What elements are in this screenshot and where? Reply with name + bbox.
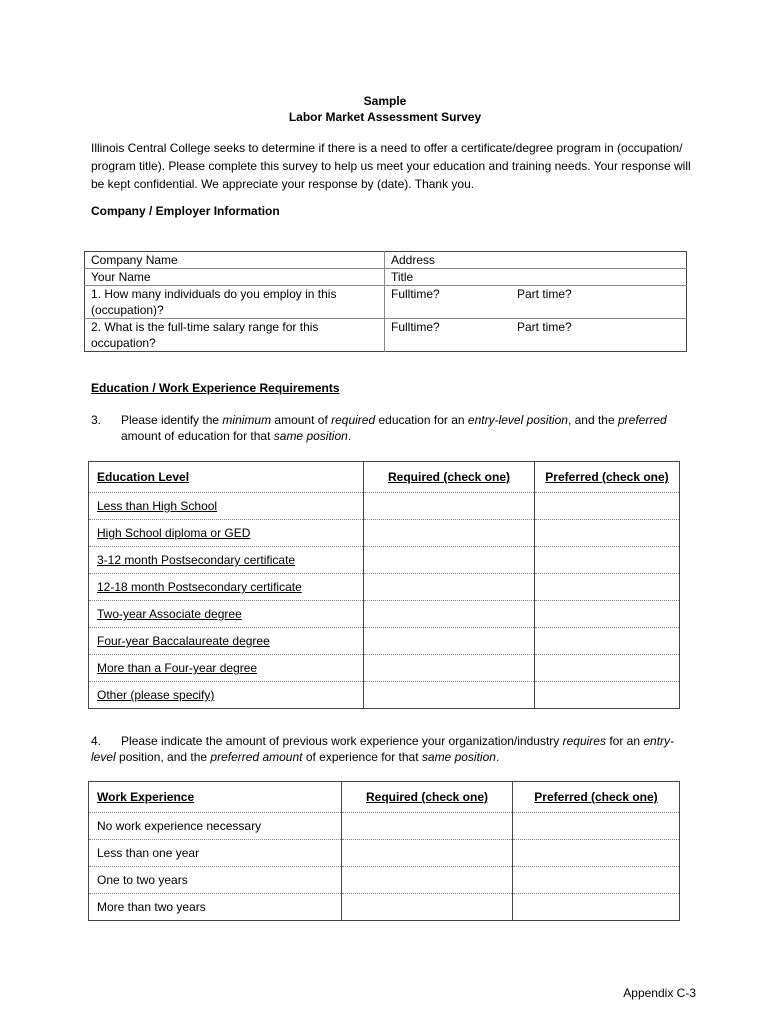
address-field[interactable]: Address	[391, 253, 436, 267]
table-row	[89, 547, 680, 574]
preferred-checkbox-cell[interactable]	[535, 628, 680, 655]
edu-col-required: Required (check one)	[364, 462, 535, 493]
edu-col-preferred: Preferred (check one)	[545, 470, 669, 484]
company-name-field[interactable]: Company Name	[85, 252, 385, 269]
table-row	[89, 894, 680, 921]
edu-level-label: Less than High School	[89, 493, 364, 520]
table-row	[89, 840, 680, 867]
edu-level-label: Four-year Baccalaureate degree	[89, 628, 364, 655]
table-row	[89, 493, 680, 520]
edu-col-level: Education Level	[89, 462, 364, 493]
edu-level-label: More than a Four-year degree	[89, 655, 364, 682]
your-name-field[interactable]: Your Name	[85, 269, 385, 286]
address-extra	[511, 252, 687, 269]
appendix-label: Appendix C-3	[623, 986, 696, 1000]
preferred-checkbox-cell[interactable]	[535, 547, 680, 574]
required-checkbox-cell[interactable]	[364, 628, 535, 655]
edu-level-label: Two-year Associate degree	[89, 601, 364, 628]
table-row	[89, 574, 680, 601]
required-checkbox-cell[interactable]	[364, 520, 535, 547]
employ-fulltime-field[interactable]: Fulltime?	[385, 286, 512, 319]
salary-fulltime-field[interactable]: Fulltime?	[385, 319, 512, 352]
table-row	[89, 601, 680, 628]
required-checkbox-cell[interactable]	[342, 840, 513, 867]
employ-parttime-field[interactable]: Part time?	[511, 286, 687, 319]
table-row	[85, 269, 687, 286]
required-checkbox-cell[interactable]	[364, 547, 535, 574]
edu-level-label: 12-18 month Postsecondary certificate	[89, 574, 364, 601]
title-sample: Sample	[363, 94, 407, 108]
required-checkbox-cell[interactable]	[342, 894, 513, 921]
work-col-preferred: Preferred (check one)	[534, 790, 658, 804]
preferred-checkbox-cell[interactable]	[535, 574, 680, 601]
salary-parttime-field[interactable]: Part time?	[511, 319, 687, 352]
edu-level-label: 3-12 month Postsecondary certificate	[89, 547, 364, 574]
work-experience-table	[88, 781, 680, 921]
work-exp-label: More than two years	[89, 894, 342, 921]
question-3-number: 3.	[91, 413, 102, 427]
preferred-checkbox-cell[interactable]	[535, 520, 680, 547]
work-col-required: Required (check one)	[342, 782, 513, 813]
table-row	[85, 319, 687, 352]
preferred-checkbox-cell[interactable]	[513, 867, 680, 894]
preferred-checkbox-cell[interactable]	[535, 655, 680, 682]
salary-range-question: 2. What is the full-time salary range for this occupation?	[85, 319, 385, 352]
employ-count-question: 1. How many individuals do you employ in this (occupation)?	[85, 286, 385, 319]
work-col-experience: Work Experience	[89, 782, 342, 813]
company-info-table	[84, 251, 687, 352]
required-checkbox-cell[interactable]	[364, 682, 535, 709]
required-checkbox-cell[interactable]	[342, 867, 513, 894]
table-row	[89, 655, 680, 682]
preferred-checkbox-cell[interactable]	[535, 682, 680, 709]
intro-paragraph: Illinois Central College seeks to determine if there is a need to offer a certificate/degree program in (occupation/ program title). Please complete this survey to help us meet your education and training needs. Your response will be kept confidential. We appreciate your response by (date). Thank you.	[91, 141, 691, 191]
preferred-checkbox-cell[interactable]	[513, 894, 680, 921]
preferred-checkbox-cell[interactable]	[535, 601, 680, 628]
table-row	[89, 682, 680, 709]
required-checkbox-cell[interactable]	[364, 601, 535, 628]
table-row	[89, 628, 680, 655]
table-header-row	[89, 782, 680, 813]
preferred-checkbox-cell[interactable]	[513, 813, 680, 840]
education-table	[88, 461, 680, 709]
company-heading: Company / Employer Information	[91, 204, 280, 218]
edu-level-label: Other (please specify)	[89, 682, 364, 709]
edu-heading: Education / Work Experience Requirements	[91, 381, 340, 395]
work-exp-label: No work experience necessary	[89, 813, 342, 840]
preferred-checkbox-cell[interactable]	[535, 493, 680, 520]
table-row	[89, 867, 680, 894]
table-row	[89, 520, 680, 547]
work-exp-label: One to two years	[89, 867, 342, 894]
table-row	[89, 813, 680, 840]
title-extra	[511, 269, 687, 286]
edu-level-label: High School diploma or GED	[89, 520, 364, 547]
table-row	[85, 252, 687, 269]
required-checkbox-cell[interactable]	[364, 574, 535, 601]
table-header-row	[89, 462, 680, 493]
question-4: 4. Please indicate the amount of previous work experience your organization/industry requires for an entry-level position, and the preferred amount of experience for that same position.	[91, 734, 675, 764]
question-4-number: 4.	[91, 734, 102, 748]
question-3-text: Please identify the minimum amount of required education for an entry-level position, and the preferred amount of education for that same position.	[121, 413, 667, 443]
preferred-checkbox-cell[interactable]	[513, 840, 680, 867]
required-checkbox-cell[interactable]	[342, 813, 513, 840]
work-exp-label: Less than one year	[89, 840, 342, 867]
table-row	[85, 286, 687, 319]
title-field[interactable]: Title	[385, 269, 512, 286]
title-survey: Labor Market Assessment Survey	[288, 110, 482, 124]
required-checkbox-cell[interactable]	[364, 655, 535, 682]
required-checkbox-cell[interactable]	[364, 493, 535, 520]
